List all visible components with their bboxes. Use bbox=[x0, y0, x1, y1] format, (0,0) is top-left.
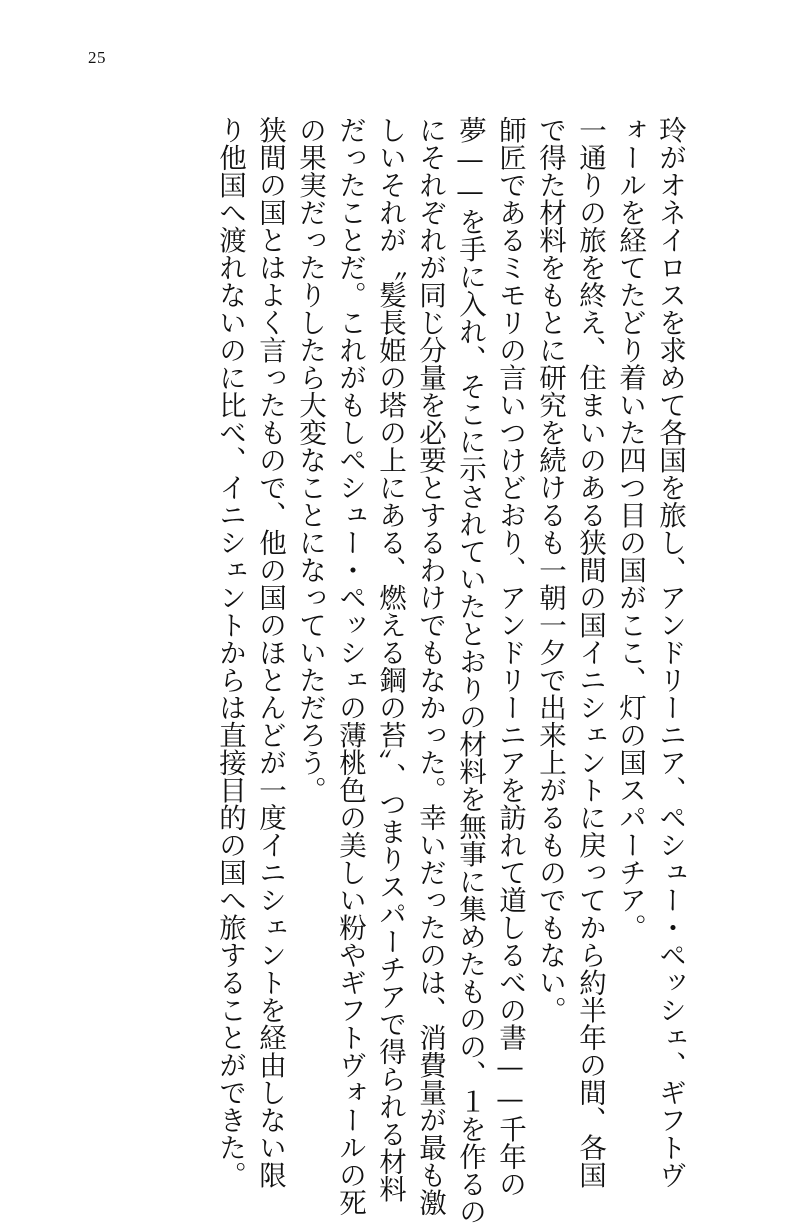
text-column-7: にそれぞれが同じ分量を必要とするわけでもなかった。幸いだったのは、消費量が最も激 bbox=[414, 116, 446, 1216]
text-column-8: しいそれが〝髪長姫の塔の上にある、燃える鋼の苔〟、つまりスパーチアで得られる材料 bbox=[374, 116, 406, 1203]
text-column-10: の果実だったりしたら大変なことになっていただろう。 bbox=[294, 116, 326, 804]
text-column-3: 一通りの旅を終え、住まいのある狭間の国イニシェントに戻ってから約半年の間、各国 bbox=[574, 116, 606, 1189]
text-column-2: ォールを経てたどり着いた四つ目の国がここ、灯の国スパーチア。 bbox=[614, 116, 646, 941]
text-column-4: で得た材料をもとに研究を続けるも一朝一夕で出来上がるものでもない。 bbox=[534, 116, 566, 1024]
text-column-12: り他国へ渡れないのに比べ、イニシェントからは直接目的の国へ旅することができた。 bbox=[214, 116, 246, 1189]
page-number: 25 bbox=[88, 48, 106, 67]
text-column-1: 玲がオネイロスを求めて各国を旅し、アンドリーニア、ペシュー・ペッシェ、ギフトヴ bbox=[654, 116, 686, 1189]
text-column-6: 夢——を手に入れ、そこに示されていたとおりの材料を無事に集めたものの、１を作るの bbox=[454, 116, 486, 1225]
text-column-5: 師匠であるミモリの言いつけどおり、アンドリーニアを訪れて道しるべの書——千年の bbox=[494, 116, 526, 1198]
text-column-9: だったことだ。これがもしペシュー・ペッシェの薄桃色の美しい粉やギフトヴォールの死 bbox=[334, 116, 366, 1216]
body-text bbox=[170, 116, 690, 1225]
text-column-11: 狭間の国とはよく言ったもので、他の国のほとんどが一度イニシェントを経由しない限 bbox=[254, 116, 286, 1189]
